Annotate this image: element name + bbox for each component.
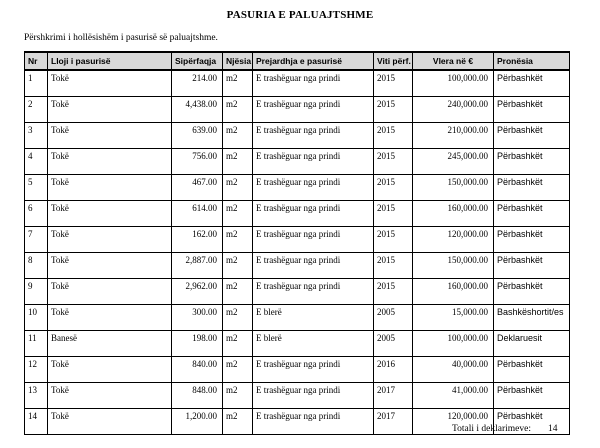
unit-cell: m2 <box>223 227 253 253</box>
table-row <box>25 175 570 201</box>
column-header: Vlera në € <box>413 52 494 70</box>
ownership-cell: Përbashkët <box>494 383 570 409</box>
column-header: Lloji i pasurisë <box>48 52 172 70</box>
area-cell: 300.00 <box>172 305 223 331</box>
year-cell: 2015 <box>374 175 413 201</box>
column-header: Njësia <box>223 52 253 70</box>
origin-cell: E trashëguar nga prindi <box>253 409 374 435</box>
origin-cell: E trashëguar nga prindi <box>253 175 374 201</box>
ownership-cell: Përbashkët <box>494 97 570 123</box>
row-number-cell: 4 <box>25 149 48 175</box>
value-cell: 100,000.00 <box>413 70 494 97</box>
table-row <box>25 253 570 279</box>
unit-cell: m2 <box>223 383 253 409</box>
row-number-cell: 5 <box>25 175 48 201</box>
row-number-cell: 12 <box>25 357 48 383</box>
value-cell: 160,000.00 <box>413 279 494 305</box>
value-cell: 41,000.00 <box>413 383 494 409</box>
table-row <box>25 383 570 409</box>
unit-cell: m2 <box>223 279 253 305</box>
row-number-cell: 1 <box>25 70 48 97</box>
property-type-cell: Tokë <box>48 227 172 253</box>
ownership-cell: Përbashkët <box>494 175 570 201</box>
total-label: Totali i deklarimeve: <box>452 424 532 434</box>
value-cell: 240,000.00 <box>413 97 494 123</box>
total-value: 14 <box>548 424 558 434</box>
ownership-cell: Bashkëshortit/es <box>494 305 570 331</box>
row-number-cell: 8 <box>25 253 48 279</box>
row-number-cell: 9 <box>25 279 48 305</box>
year-cell: 2015 <box>374 97 413 123</box>
year-cell: 2017 <box>374 409 413 435</box>
value-cell: 160,000.00 <box>413 201 494 227</box>
value-cell: 120,000.00 <box>413 227 494 253</box>
property-type-cell: Tokë <box>48 279 172 305</box>
origin-cell: E trashëguar nga prindi <box>253 123 374 149</box>
unit-cell: m2 <box>223 253 253 279</box>
table-row <box>25 123 570 149</box>
origin-cell: E trashëguar nga prindi <box>253 279 374 305</box>
unit-cell: m2 <box>223 70 253 97</box>
value-cell: 40,000.00 <box>413 357 494 383</box>
origin-cell: E trashëguar nga prindi <box>253 227 374 253</box>
ownership-cell: Përbashkët <box>494 227 570 253</box>
origin-cell: E blerë <box>253 305 374 331</box>
property-type-cell: Tokë <box>48 383 172 409</box>
unit-cell: m2 <box>223 149 253 175</box>
property-type-cell: Banesë <box>48 331 172 357</box>
row-number-cell: 11 <box>25 331 48 357</box>
ownership-cell: Përbashkët <box>494 357 570 383</box>
area-cell: 162.00 <box>172 227 223 253</box>
property-type-cell: Tokë <box>48 409 172 435</box>
ownership-cell: Përbashkët <box>494 149 570 175</box>
area-cell: 1,200.00 <box>172 409 223 435</box>
ownership-cell: Përbashkët <box>494 279 570 305</box>
year-cell: 2015 <box>374 279 413 305</box>
table-row <box>25 149 570 175</box>
ownership-cell: Përbashkët <box>494 70 570 97</box>
row-number-cell: 3 <box>25 123 48 149</box>
year-cell: 2015 <box>374 149 413 175</box>
row-number-cell: 13 <box>25 383 48 409</box>
property-type-cell: Tokë <box>48 253 172 279</box>
row-number-cell: 2 <box>25 97 48 123</box>
value-cell: 15,000.00 <box>413 305 494 331</box>
ownership-cell: Përbashkët <box>494 409 570 435</box>
property-table <box>24 51 570 435</box>
property-type-cell: Tokë <box>48 175 172 201</box>
area-cell: 2,887.00 <box>172 253 223 279</box>
year-cell: 2016 <box>374 357 413 383</box>
area-cell: 639.00 <box>172 123 223 149</box>
value-cell: 150,000.00 <box>413 253 494 279</box>
value-cell: 120,000.00 <box>413 409 494 435</box>
row-number-cell: 10 <box>25 305 48 331</box>
area-cell: 467.00 <box>172 175 223 201</box>
area-cell: 848.00 <box>172 383 223 409</box>
ownership-cell: Përbashkët <box>494 253 570 279</box>
origin-cell: E trashëguar nga prindi <box>253 149 374 175</box>
origin-cell: E trashëguar nga prindi <box>253 70 374 97</box>
area-cell: 4,438.00 <box>172 97 223 123</box>
year-cell: 2015 <box>374 227 413 253</box>
table-row <box>25 227 570 253</box>
value-cell: 150,000.00 <box>413 175 494 201</box>
year-cell: 2017 <box>374 383 413 409</box>
table-header-row <box>25 52 570 70</box>
origin-cell: E blerë <box>253 331 374 357</box>
unit-cell: m2 <box>223 123 253 149</box>
year-cell: 2005 <box>374 305 413 331</box>
row-number-cell: 6 <box>25 201 48 227</box>
area-cell: 614.00 <box>172 201 223 227</box>
column-header: Prejardhja e pasurisë <box>253 52 374 70</box>
column-header: Viti përf. <box>374 52 413 70</box>
table-row <box>25 279 570 305</box>
origin-cell: E trashëguar nga prindi <box>253 383 374 409</box>
property-type-cell: Tokë <box>48 357 172 383</box>
column-header: Pronësia <box>494 52 570 70</box>
table-body <box>25 70 570 435</box>
table-row <box>25 305 570 331</box>
table-row <box>25 70 570 97</box>
unit-cell: m2 <box>223 97 253 123</box>
property-type-cell: Tokë <box>48 123 172 149</box>
unit-cell: m2 <box>223 331 253 357</box>
row-number-cell: 14 <box>25 409 48 435</box>
property-type-cell: Tokë <box>48 97 172 123</box>
year-cell: 2015 <box>374 201 413 227</box>
origin-cell: E trashëguar nga prindi <box>253 357 374 383</box>
unit-cell: m2 <box>223 175 253 201</box>
origin-cell: E trashëguar nga prindi <box>253 97 374 123</box>
property-type-cell: Tokë <box>48 149 172 175</box>
ownership-cell: Përbashkët <box>494 123 570 149</box>
unit-cell: m2 <box>223 357 253 383</box>
table-row <box>25 201 570 227</box>
property-type-cell: Tokë <box>48 70 172 97</box>
column-header: Sipërfaqja <box>172 52 223 70</box>
year-cell: 2015 <box>374 253 413 279</box>
ownership-cell: Përbashkët <box>494 201 570 227</box>
value-cell: 245,000.00 <box>413 149 494 175</box>
area-cell: 2,962.00 <box>172 279 223 305</box>
ownership-cell: Deklaruesit <box>494 331 570 357</box>
year-cell: 2015 <box>374 70 413 97</box>
area-cell: 214.00 <box>172 70 223 97</box>
table-row <box>25 97 570 123</box>
area-cell: 840.00 <box>172 357 223 383</box>
origin-cell: E trashëguar nga prindi <box>253 253 374 279</box>
column-header: Nr <box>25 52 48 70</box>
year-cell: 2015 <box>374 123 413 149</box>
area-cell: 198.00 <box>172 331 223 357</box>
origin-cell: E trashëguar nga prindi <box>253 201 374 227</box>
year-cell: 2005 <box>374 331 413 357</box>
property-type-cell: Tokë <box>48 201 172 227</box>
page-subtitle: Përshkrimi i hollësishëm i pasurisë së paluajtshme. <box>24 33 218 43</box>
unit-cell: m2 <box>223 305 253 331</box>
row-number-cell: 7 <box>25 227 48 253</box>
table-row <box>25 357 570 383</box>
page-title: PASURIA E PALUAJTSHME <box>226 9 374 21</box>
value-cell: 100,000.00 <box>413 331 494 357</box>
property-type-cell: Tokë <box>48 305 172 331</box>
unit-cell: m2 <box>223 201 253 227</box>
table-row <box>25 331 570 357</box>
unit-cell: m2 <box>223 409 253 435</box>
value-cell: 210,000.00 <box>413 123 494 149</box>
area-cell: 756.00 <box>172 149 223 175</box>
